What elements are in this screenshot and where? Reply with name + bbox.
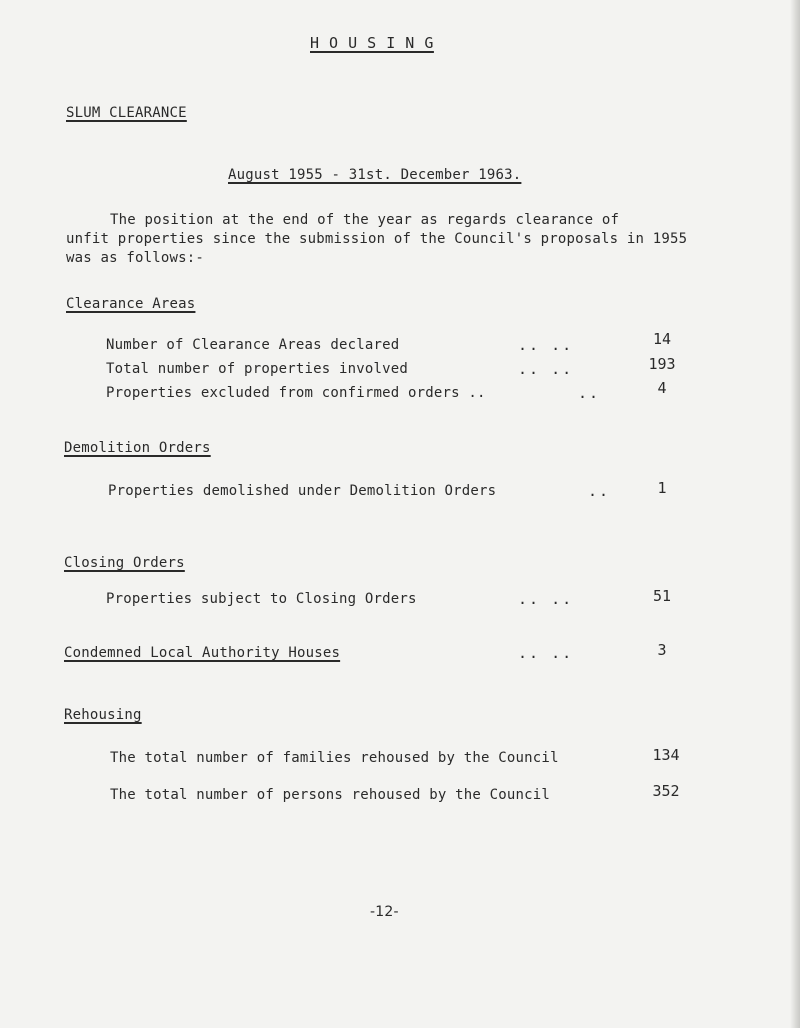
clearance-row-label: Total number of properties involved	[106, 361, 409, 377]
closing-orders-heading: Closing Orders	[64, 555, 185, 571]
leader-dots: .. ..	[518, 590, 574, 608]
clearance-row-value: 193	[648, 355, 676, 373]
page-number: -12-	[370, 904, 399, 920]
leader-dots: ..	[588, 482, 611, 500]
period-heading: August 1955 - 31st. December 1963.	[228, 167, 522, 183]
demolition-orders-heading: Demolition Orders	[64, 440, 211, 456]
intro-line-2: unfit properties since the submission of the Council's proposals in 1955	[66, 231, 688, 247]
clearance-row-value: 4	[657, 379, 667, 397]
page-edge-shadow	[790, 0, 800, 1028]
document-title: H O U S I N G	[310, 34, 434, 52]
clearance-row-value: 14	[652, 330, 672, 348]
rehousing-row-value: 352	[652, 782, 680, 800]
closing-row-label: Properties subject to Closing Orders	[106, 591, 417, 607]
condemned-houses-heading: Condemned Local Authority Houses	[64, 645, 341, 661]
closing-row-value: 51	[652, 587, 672, 605]
leader-dots: .. ..	[518, 644, 574, 662]
clearance-row-label: Properties excluded from confirmed orders ..	[106, 385, 486, 401]
rehousing-heading: Rehousing	[64, 707, 142, 723]
clearance-areas-heading: Clearance Areas	[66, 296, 196, 312]
leader-dots: .. ..	[518, 336, 574, 354]
leader-dots: ..	[578, 384, 601, 402]
rehousing-row-label: The total number of families rehoused by the Council	[110, 750, 559, 766]
leader-dots: .. ..	[518, 360, 574, 378]
clearance-row-label: Number of Clearance Areas declared	[106, 337, 400, 353]
intro-line-1: The position at the end of the year as regards clearance of	[110, 212, 620, 228]
rehousing-row-label: The total number of persons rehoused by the Council	[110, 787, 551, 803]
demolition-row-value: 1	[657, 479, 667, 497]
intro-line-3: was as follows:-	[66, 250, 205, 266]
rehousing-row-value: 134	[652, 746, 680, 764]
condemned-houses-value: 3	[657, 641, 667, 659]
section-title: SLUM CLEARANCE	[66, 105, 187, 121]
demolition-row-label: Properties demolished under Demolition Orders	[108, 483, 497, 499]
